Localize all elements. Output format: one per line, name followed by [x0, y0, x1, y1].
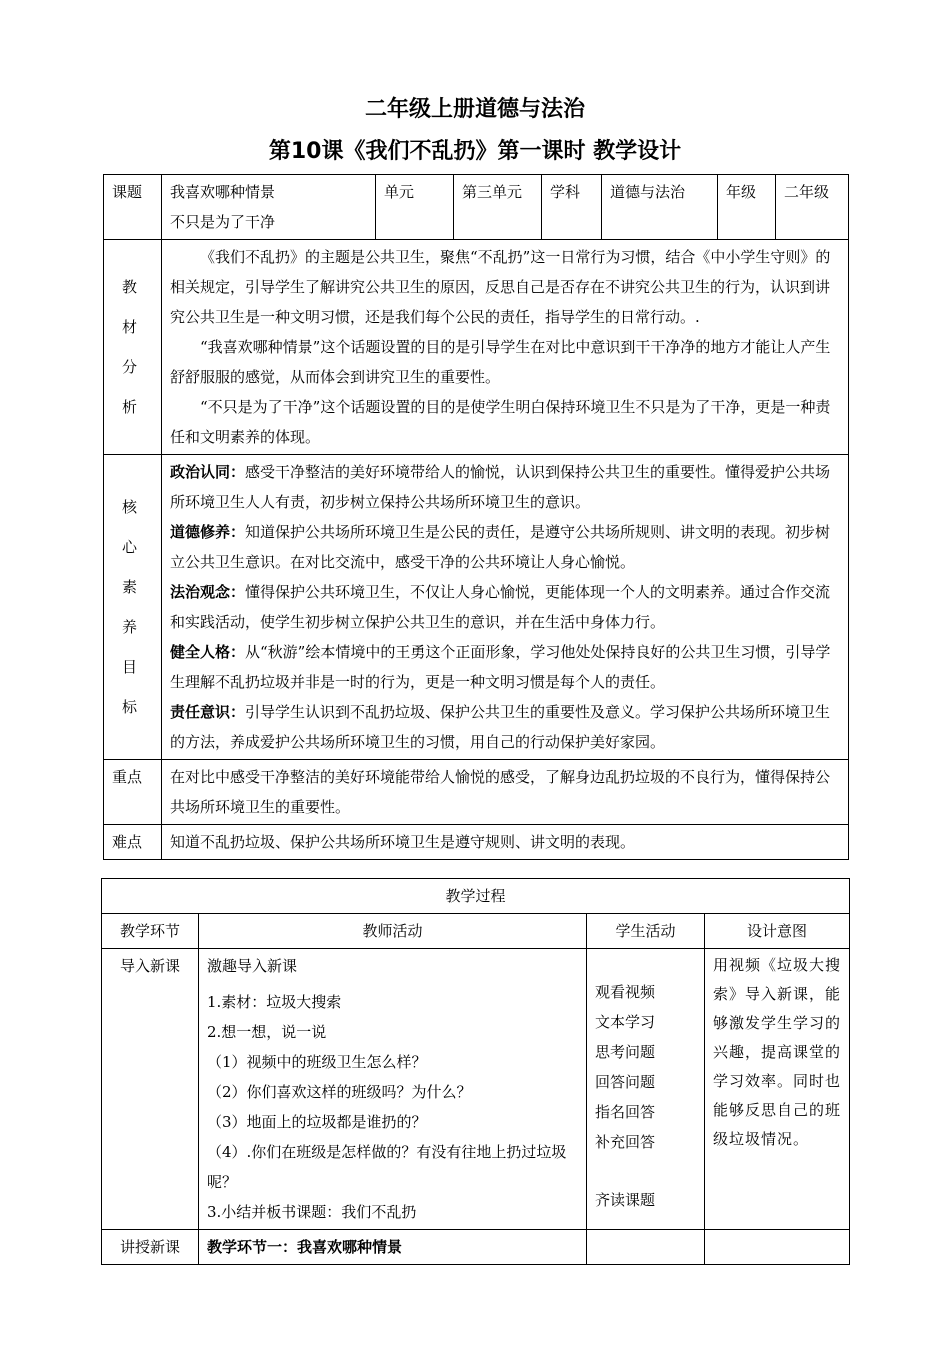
analysis-paragraph-3: “不只是为了干净”这个话题设置的目的是使学生明白保持环境卫生不只是为了干净，更是一种责任和文明素养的体现。 [170, 398, 831, 446]
process-title-row [102, 879, 850, 914]
teacher-step: 1.素材：垃圾大搜索 [207, 993, 342, 1011]
student-step: 回答问题 [595, 1073, 656, 1091]
core-row [104, 455, 849, 760]
analysis-row [104, 240, 849, 455]
topic-row [104, 175, 849, 240]
document-title: 二年级上册道德与法治 [364, 97, 585, 122]
label-subject: 学科 [542, 175, 602, 240]
label-analysis: 教材分析 [104, 240, 162, 455]
label-key-point: 重点 [104, 760, 162, 825]
teacher-step: （1）视频中的班级卫生怎么样？ [207, 1053, 427, 1071]
unit-value: 第三单元 [454, 175, 542, 240]
header-design: 设计意图 [705, 914, 850, 949]
stage-intro: 导入新课 [102, 949, 199, 1230]
header-stage: 教学环节 [102, 914, 199, 949]
core-item: 道德修养：知道保护公共场所环境卫生是公民的责任，是遵守公共场所规则、讲文明的表现。初步树立公共卫生意识。在对比交流中，感受干净的公共环境让人身心愉悦。 [170, 523, 831, 571]
label-grade: 年级 [718, 175, 776, 240]
student-step: 齐读课题 [595, 1191, 656, 1209]
analysis-content [162, 240, 849, 455]
student-step: 指名回答 [595, 1103, 656, 1121]
teaching-process-table [101, 878, 850, 1265]
teacher-step: 2.想一想，说一说 [207, 1023, 327, 1041]
teach-section-heading: 教学环节一：我喜欢哪种情景 [207, 1238, 403, 1256]
topic-line-1: 我喜欢哪种情景 [170, 183, 276, 201]
teacher-step: （4）.你们在班级是怎样做的？有没有往地上扔过垃圾呢？ [207, 1143, 567, 1191]
teacher-step: （3）地面上的垃圾都是谁扔的？ [207, 1113, 427, 1131]
teacher-step: 激趣导入新课 [207, 957, 298, 975]
process-title: 教学过程 [102, 879, 850, 914]
stage-teach: 讲授新课 [102, 1230, 199, 1265]
document-subtitle: 第10课《我们不乱扔》第一课时 教学设计 [268, 139, 682, 164]
label-unit: 单元 [376, 175, 454, 240]
core-content [162, 455, 849, 760]
student-step: 文本学习 [595, 1013, 656, 1031]
core-item: 责任意识：引导学生认识到不乱扔垃圾、保护公共卫生的重要性及意义。学习保护公共场所环境卫生的方法，养成爱护公共场所环境卫生的习惯，用自己的行动保护美好家园。 [170, 703, 831, 751]
design-intent-teach [705, 1230, 850, 1265]
difficulty-row [104, 825, 849, 860]
analysis-paragraph-1: 《我们不乱扔》的主题是公共卫生，聚焦“不乱扔”这一日常行为习惯，结合《中小学生守则》的相关规定，引导学生了解讲究公共卫生的原因，反思自己是否存在不讲究公共卫生的行为，认识到讲究公共卫生是一种文明习惯，还是我们每个公民的责任，指导学生的日常行动。. [170, 248, 831, 326]
header-teacher: 教师活动 [199, 914, 587, 949]
subject-value: 道德与法治 [602, 175, 718, 240]
teacher-step: （2）你们喜欢这样的班级吗？为什么？ [207, 1083, 472, 1101]
core-item: 法治观念：懂得保护公共环境卫生，不仅让人身心愉悦，更能体现一个人的文明素养。通过合作交流和实践活动，使学生初步树立保护公共卫生的意识，并在生活中身体力行。 [170, 583, 831, 631]
analysis-paragraph-2: “我喜欢哪种情景”这个话题设置的目的是引导学生在对比中意识到干干净净的地方才能让人产生舒舒服服的感觉，从而体会到讲究卫生的重要性。 [170, 338, 831, 386]
topic-line-2: 不只是为了干净 [170, 213, 276, 231]
student-step: 补充回答 [595, 1133, 656, 1151]
process-header-row [102, 914, 850, 949]
key-point-row [104, 760, 849, 825]
design-intent-intro: 用视频《垃圾大搜索》导入新课，能够激发学生学习的兴趣，提高课堂的学习效率。同时也能够反思自己的班级垃圾情况。 [705, 949, 850, 1230]
difficulty-text: 知道不乱扔垃圾、保护公共场所环境卫生是遵守规则、讲文明的表现。 [162, 825, 849, 860]
topic-value [162, 175, 376, 240]
lesson-info-table [103, 174, 849, 860]
process-row-intro [102, 949, 850, 1230]
process-row-teach [102, 1230, 850, 1265]
core-item: 健全人格：从“秋游”绘本情境中的王勇这个正面形象，学习他处处保持良好的公共卫生习惯，引导学生理解不乱扔垃圾并非是一时的行为，更是一种文明习惯是每个人的责任。 [170, 643, 831, 691]
teacher-activity-teach [199, 1230, 587, 1265]
core-item: 政治认同：感受干净整洁的美好环境带给人的愉悦，认识到保持公共卫生的重要性。懂得爱护公共场所环境卫生人人有责，初步树立保持公共场所环境卫生的意识。 [170, 463, 831, 511]
grade-value: 二年级 [776, 175, 849, 240]
label-difficulty: 难点 [104, 825, 162, 860]
student-step: 思考问题 [595, 1043, 656, 1061]
student-activity-intro [587, 949, 705, 1230]
teacher-step: 3.小结并板书课题：我们不乱扔 [207, 1203, 417, 1221]
label-topic: 课题 [104, 175, 162, 240]
header-student: 学生活动 [587, 914, 705, 949]
student-activity-teach [587, 1230, 705, 1265]
student-step: 观看视频 [595, 983, 656, 1001]
key-point-text: 在对比中感受干净整洁的美好环境能带给人愉悦的感受，了解身边乱扔垃圾的不良行为，懂得保持公共场所环境卫生的重要性。 [162, 760, 849, 825]
label-core: 核心素养目标 [104, 455, 162, 760]
teacher-activity-intro [199, 949, 587, 1230]
